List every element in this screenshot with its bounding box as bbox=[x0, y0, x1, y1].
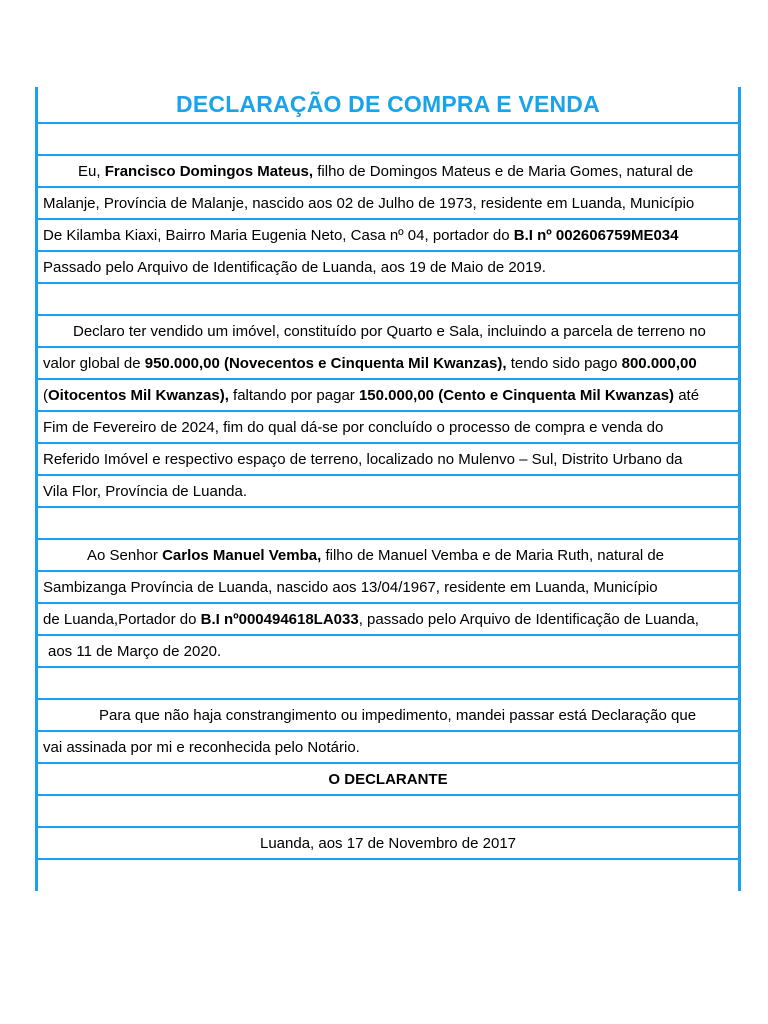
blank-row bbox=[35, 284, 741, 316]
seller-name: Francisco Domingos Mateus, bbox=[104, 163, 314, 180]
buyer-id-number: B.I nº000494618LA033 bbox=[200, 611, 359, 628]
p4-line-1: Para que não haja constrangimento ou impedimento, mandei passar está Declaração que bbox=[35, 700, 741, 732]
p2-line-2: valor global de 950.000,00 (Novecentos e Cinquenta Mil Kwanzas), tendo sido pago 800.000,00 bbox=[35, 348, 741, 380]
p1-line-4: Passado pelo Arquivo de Identificação de Luanda, aos 19 de Maio de 2019. bbox=[35, 252, 741, 284]
paid-amount: 800.000,00 bbox=[621, 355, 697, 372]
declarante-label: O DECLARANTE bbox=[328, 771, 448, 788]
p3-line-2: Sambizanga Província de Luanda, nascido aos 13/04/1967, residente em Luanda, Município bbox=[35, 572, 741, 604]
p1-line-1: Eu, Francisco Domingos Mateus, filho de Domingos Mateus e de Maria Gomes, natural de bbox=[35, 156, 741, 188]
blank-row bbox=[35, 124, 741, 156]
blank-row bbox=[35, 796, 741, 828]
document-title: DECLARAÇÃO DE COMPRA E VENDA bbox=[176, 91, 600, 117]
p2-line-4: Fim de Fevereiro de 2024, fim do qual dá-se por concluído o processo de compra e venda do bbox=[35, 412, 741, 444]
p4-line-2: vai assinada por mi e reconhecida pelo Notário. bbox=[35, 732, 741, 764]
p3-line-3: de Luanda,Portador do B.I nº000494618LA033, passado pelo Arquivo de Identificação de Luanda, bbox=[35, 604, 741, 636]
date-row bbox=[35, 828, 741, 860]
blank-row bbox=[35, 508, 741, 540]
p2-line-1: Declaro ter vendido um imóvel, constituído por Quarto e Sala, incluindo a parcela de terreno no bbox=[35, 316, 741, 348]
seller-id-number: B.I nº 002606759ME034 bbox=[513, 227, 679, 244]
blank-row bbox=[35, 668, 741, 700]
p1-line-3: De Kilamba Kiaxi, Bairro Maria Eugenia Neto, Casa nº 04, portador do B.I nº 002606759ME034 bbox=[35, 220, 741, 252]
p1-line-2: Malanje, Província de Malanje, nascido aos 02 de Julho de 1973, residente em Luanda, Município bbox=[35, 188, 741, 220]
document-frame bbox=[35, 87, 741, 891]
p2-line-6: Vila Flor, Província de Luanda. bbox=[35, 476, 741, 508]
remaining-amount: 150.000,00 (Cento e Cinquenta Mil Kwanzas) bbox=[358, 387, 675, 404]
right-border bbox=[738, 87, 741, 891]
title-row bbox=[35, 87, 741, 124]
declarante-row bbox=[35, 764, 741, 796]
p2-line-5: Referido Imóvel e respectivo espaço de terreno, localizado no Mulenvo – Sul, Distrito Urbano da bbox=[35, 444, 741, 476]
buyer-name: Carlos Manuel Vemba, bbox=[162, 547, 322, 564]
p3-line-4: aos 11 de Março de 2020. bbox=[35, 636, 741, 668]
left-border bbox=[35, 87, 38, 891]
p2-line-3: (Oitocentos Mil Kwanzas), faltando por pagar 150.000,00 (Cento e Cinquenta Mil Kwanzas) até bbox=[35, 380, 741, 412]
total-price: 950.000,00 (Novecentos e Cinquenta Mil Kwanzas), bbox=[144, 355, 507, 372]
place-date: Luanda, aos 17 de Novembro de 2017 bbox=[259, 835, 517, 852]
p3-line-1: Ao Senhor Carlos Manuel Vemba, filho de Manuel Vemba e de Maria Ruth, natural de bbox=[35, 540, 741, 572]
